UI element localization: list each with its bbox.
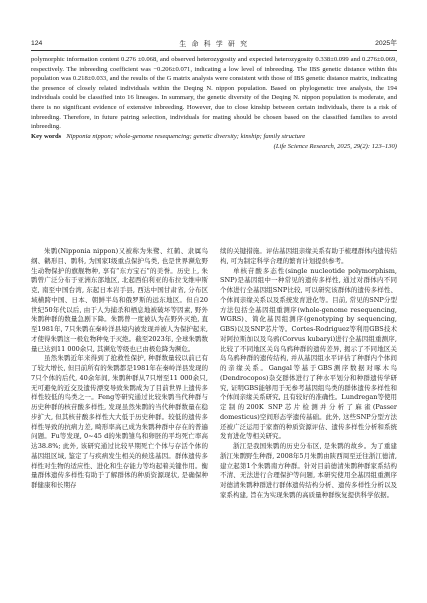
journal-year: 2025年 [375,40,397,47]
journal-title: 生 命 科 学 研 究 [179,40,249,48]
abstract-paragraph: polymorphic information content 0.276 ±0.068, and observed heterozygosity and expected heterozygosity 0.338±0.099 and 0.276±0.069, respectively. The inbreeding coefficient was −0.206±0.071, indicating a low level of inbreeding. The IBS genetic distance within this population was 0.218±0.033, and the results of the G matrix analysis were consistent with those of IBS genetic distance matrix, indicating the presence of closely related individuals within the Deqing N. nippon population. Based on phylogenetic tree analysis, the 194 individuals could be classified into 16 lineages. In summary, the genetic diversity of the Deqing N. nippon population is moderate, and there is no significant evidence of extensive inbreeding. However, due to close kinship between certain individuals, there is a risk of inbreeding. Therefore, in future pairing selection, individuals for mating should be chosen based on the classified families to avoid inbreeding. [31,56,397,131]
keywords-label: Key words [31,132,62,140]
keywords-text: Nipponia nippon; whole-genome resequencing; genetic diversity; kinship; family structure [66,132,306,140]
header-rule [31,50,397,51]
keywords-line [31,132,397,142]
page-header [31,38,397,50]
body-right-column [220,247,397,579]
body-paragraph: 单核苷酸多态性(single nucleotide polymorphism, SNP)是基因组中一种常见的遗传多样性, 通过对群体内不同个体进行全基因组SNP比较, 可以研究该群体的遗传多样性、个体间亲缘关系以及系统发育进化等。目前, 常见的SNP分型方法包括全基因组重测序(whole-genome resequencing, WGRS)、简化基因组测序(genotyping by sequencing, GBS)以及SNP芯片等。Cortes-Rodriguez等利用GBS技术对阿拉斯加以及乌鸦(Corvus kubaryi)进行全基因组重测序, 比较了不同地区关岛乌鸦种群的遗传差异, 揭示了不同地区关岛乌鸦种群的遗传结构, 并从基因组水平评估了种群内个体间的亲缘关系。Gangal等基于GBS测序数据对啄木鸟(Dendrocopos)杂交群体进行了种水平划分和种群遗传学研究, 证明GBS能够用于无参考基因组鸟类的群体遗传多样性和个体间亲缘关系研究, 且有较好的准确性。Lundregan等使用定制的200K SNP芯片检测并分析了麻雀(Passer domesticus)空间形态学遗传基础。此外, 这些SNP分型方法还被广泛运用于家畜的种质资源评估、遗传多样性分析和系统发育进化等相关研究。 [220,266,397,441]
english-abstract [31,55,397,152]
body-paragraph: 续的关键措施。评估基因组亲缘关系有助于梳理群体内遗传结构, 可为制定科学合理的繁育计划提供参考。 [220,247,397,265]
body-paragraph: 虽然朱鹮近年来得到了抢救性保护, 种群数量较以前已有了较大增长, 但目前所有的朱鹮都是1981年在秦岭洋县发现的7只个体的后代, 40余年间, 朱鹮种群从7只增至11 000余只, 无可避免的近交及遗传漂变导致朱鹮成为了目前世界上遗传多样性较低的鸟类之一。Feng等研究通过比较朱鹮当代种群与历史种群的核苷酸多样性, 发现虽然朱鹮的当代种群数量在稳步扩大, 但其核苷酸多样性大大低于历史种群。较低的遗传多样性导致的抗病力差, 畸形率高已成为朱鹮种群中存在的普遍问题。Fu等发现, 0~45 d的朱鹮雏鸟和卵胚的平均死亡率高达38.8%; 此外, 该研究通过比较早期死亡个体与存活个体的基因组区域, 鉴定了与疾病发生相关的候选基因。群体遗传多样性对生物的适应性、进化和生存能力等均起着关键作用。衡量群体遗传多样性有助于了解群体的种质资源现状, 是确保种群健康和长期存 [31,354,208,489]
body-paragraph: 浙江是我国朱鹮的历史分布区, 是朱鹮的故乡。为了重建浙江朱鹮野生种群, 2008年5月朱鹮由陕西周至迁往浙江德清, 建立起第1个朱鹮南方种群。针对目前德清朱鹮种群家系结构不清、无法进行合理保护等问题, 本研究使用全基因组重测序对德清朱鹮种群进行群体遗传结构分析、遗传多样性分析以及家系构建, 旨在为实现朱鹮的高质量种群恢复提供科学依据。 [220,442,397,499]
citation: (Life Science Research, 2025, 29(2): 123–130) [273,143,397,151]
body-left-column [31,247,208,579]
body-paragraph: 朱鹮(Nipponia nippon)又被称为朱鹭、红鹤、隶属鸟纲、鹳形目、鹮科, 为国家Ⅰ级重点保护鸟类, 也是世界濒危野生动物保护的旗舰物种, 享有“东方宝石”的美誉。历史上, 朱鹮曾广泛分布于亚洲东部地区, 北起西伯利亚的布拉戈维申斯克, 南至中国台湾, 东起日本岩手县, 西达中国甘肃省, 分布区域横跨中国、日本、朝鲜半岛和俄罗斯的远东地区。但自20世纪50年代以后, 由于人为捕杀和栖息地被破坏等因素, 野外朱鹮种群的数量急剧下降。朱鹮曾一度被认为在野外灭绝, 直至1981年, 7只朱鹮在秦岭洋县境内被发现并被人为保护起来, 才使得朱鹮这一极危物种免于灭绝。截至2023年, 全球朱鹮数量已达到11 000余只, 其濒危等级也已由极危降为濒危。 [31,247,208,353]
page-number: 124 [31,40,43,47]
